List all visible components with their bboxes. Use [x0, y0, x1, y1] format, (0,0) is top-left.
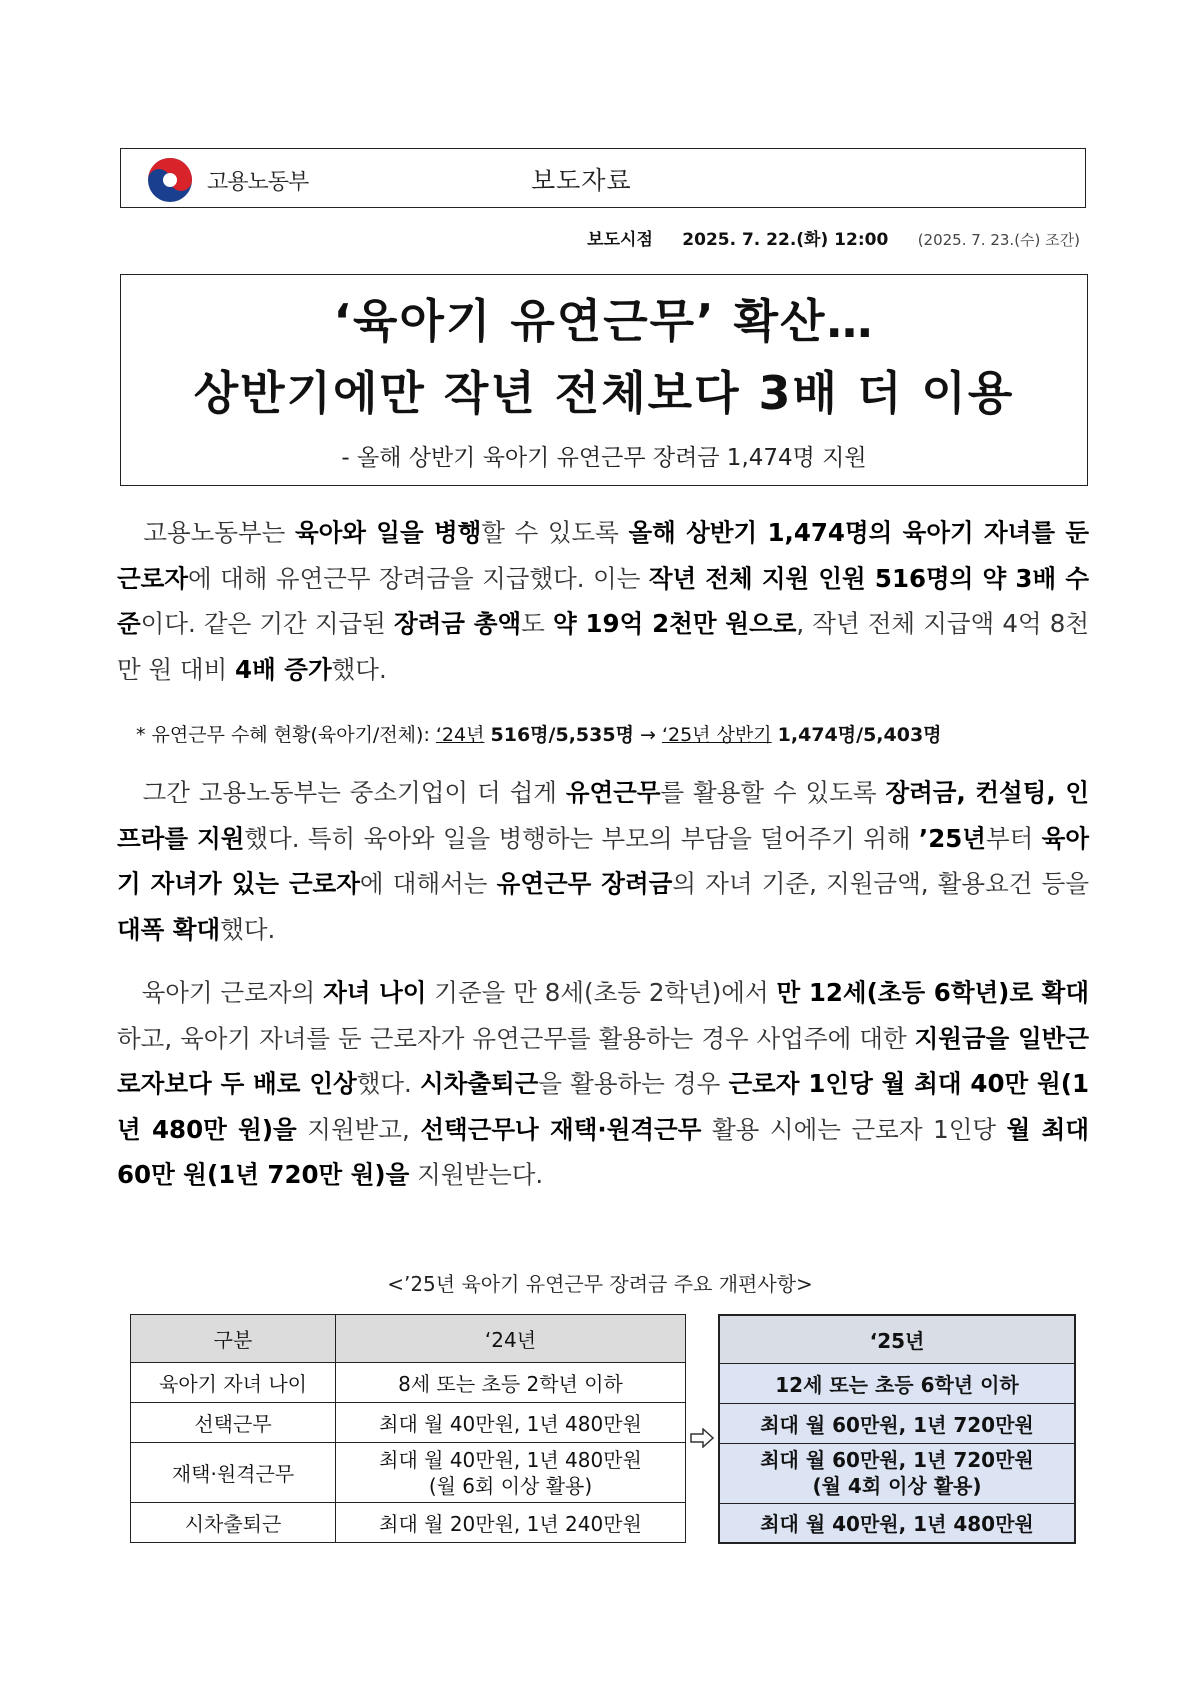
cell-2024: 8세 또는 초등 2학년 이하 — [336, 1363, 686, 1403]
table-row — [131, 1403, 686, 1443]
embargo-note: (2025. 7. 23.(수) 조간) — [917, 231, 1080, 249]
table-row — [131, 1503, 686, 1543]
table-row — [719, 1443, 1075, 1503]
row-label: 재택·원격근무 — [131, 1443, 336, 1503]
table-row — [131, 1443, 686, 1503]
header-box — [120, 148, 1086, 208]
header-2025: ‘25년 — [719, 1315, 1075, 1363]
cell-2024: 최대 월 40만원, 1년 480만원 — [336, 1403, 686, 1443]
cell-2024: 최대 월 20만원, 1년 240만원 — [336, 1503, 686, 1543]
cell-2024: 최대 월 40만원, 1년 480만원 (월 6회 이상 활용) — [336, 1443, 686, 1503]
release-datetime: 2025. 7. 22.(화) 12:00 — [682, 230, 889, 250]
header-2024: ‘24년 — [336, 1315, 686, 1363]
row-label: 시차출퇴근 — [131, 1503, 336, 1543]
table-row — [719, 1503, 1075, 1543]
release-time — [587, 225, 1080, 250]
row-label: 선택근무 — [131, 1403, 336, 1443]
statistics-note: * 유연근무 수혜 현황(육아기/전체): ‘24년 516명/5,535명 → ‘25년 상반기 1,474명/5,403명 — [136, 724, 942, 746]
comparison-table-2025 — [718, 1314, 1076, 1544]
table-row — [719, 1363, 1075, 1403]
table-row — [131, 1363, 686, 1403]
subheadline: - 올해 상반기 육아기 유연근무 장려금 1,474명 지원 — [341, 445, 867, 471]
arrow-right-icon — [690, 1428, 714, 1448]
table-row — [719, 1403, 1075, 1443]
table-caption: <’25년 육아기 유연근무 장려금 주요 개편사항> — [387, 1272, 813, 1296]
row-label: 육아기 자녀 나이 — [131, 1363, 336, 1403]
headline-line-1: ‘육아기 유연근무’ 확산… — [333, 294, 875, 348]
table-header-row — [131, 1315, 686, 1363]
cell-2025: 최대 월 60만원, 1년 720만원 (월 4회 이상 활용) — [719, 1443, 1075, 1503]
headline-box — [120, 274, 1088, 486]
comparison-table-2024 — [130, 1314, 686, 1543]
paragraph-1: 고용노동부는 육아와 일을 병행할 수 있도록 올해 상반기 1,474명의 육아기 자녀를 둔 근로자에 대해 유연근무 장려금을 지급했다. 이는 작년 전체 지원 인원 516명의 약 3배 수준이다. 같은 기간 지급된 장려금 총액도 약 19억 2천만 원으로, 작년 전체 지급액 4억 8천만 원 대비 4배 증가했다. — [117, 518, 1090, 684]
government-emblem-icon — [147, 157, 193, 203]
headline-line-2: 상반기에만 작년 전체보다 3배 더 이용 — [193, 366, 1015, 420]
cell-2025: 12세 또는 초등 6학년 이하 — [719, 1363, 1075, 1403]
header-category: 구분 — [131, 1315, 336, 1363]
paragraph-3: 육아기 근로자의 자녀 나이 기준을 만 8세(초등 2학년)에서 만 12세(초등 6학년)로 확대하고, 육아기 자녀를 둔 근로자가 유연근무를 활용하는 경우 사업주에 대한 지원금을 일반근로자보다 두 배로 인상했다. 시차출퇴근을 활용하는 경우 근로자 1인당 월 최대 40만 원(1년 480만 원)을 지원받고, 선택근무나 재택·원격근무 활용 시에는 근로자 1인당 월 최대 60만 원(1년 720만 원)을 지원받는다. — [117, 978, 1090, 1189]
release-label: 보도시점 — [587, 230, 653, 250]
document-type: 보도자료 — [531, 166, 632, 195]
cell-2025: 최대 월 40만원, 1년 480만원 — [719, 1503, 1075, 1543]
table-header-row — [719, 1315, 1075, 1363]
paragraph-2: 그간 고용노동부는 중소기업이 더 쉽게 유연근무를 활용할 수 있도록 장려금, 컨설팅, 인프라를 지원했다. 특히 육아와 일을 병행하는 부모의 부담을 덜어주기 위해 ’25년부터 육아기 자녀가 있는 근로자에 대해서는 유연근무 장려금의 자녀 기준, 지원금액, 활용요건 등을 대폭 확대했다. — [117, 778, 1090, 944]
cell-2025: 최대 월 60만원, 1년 720만원 — [719, 1403, 1075, 1443]
ministry-name: 고용노동부 — [207, 170, 309, 195]
